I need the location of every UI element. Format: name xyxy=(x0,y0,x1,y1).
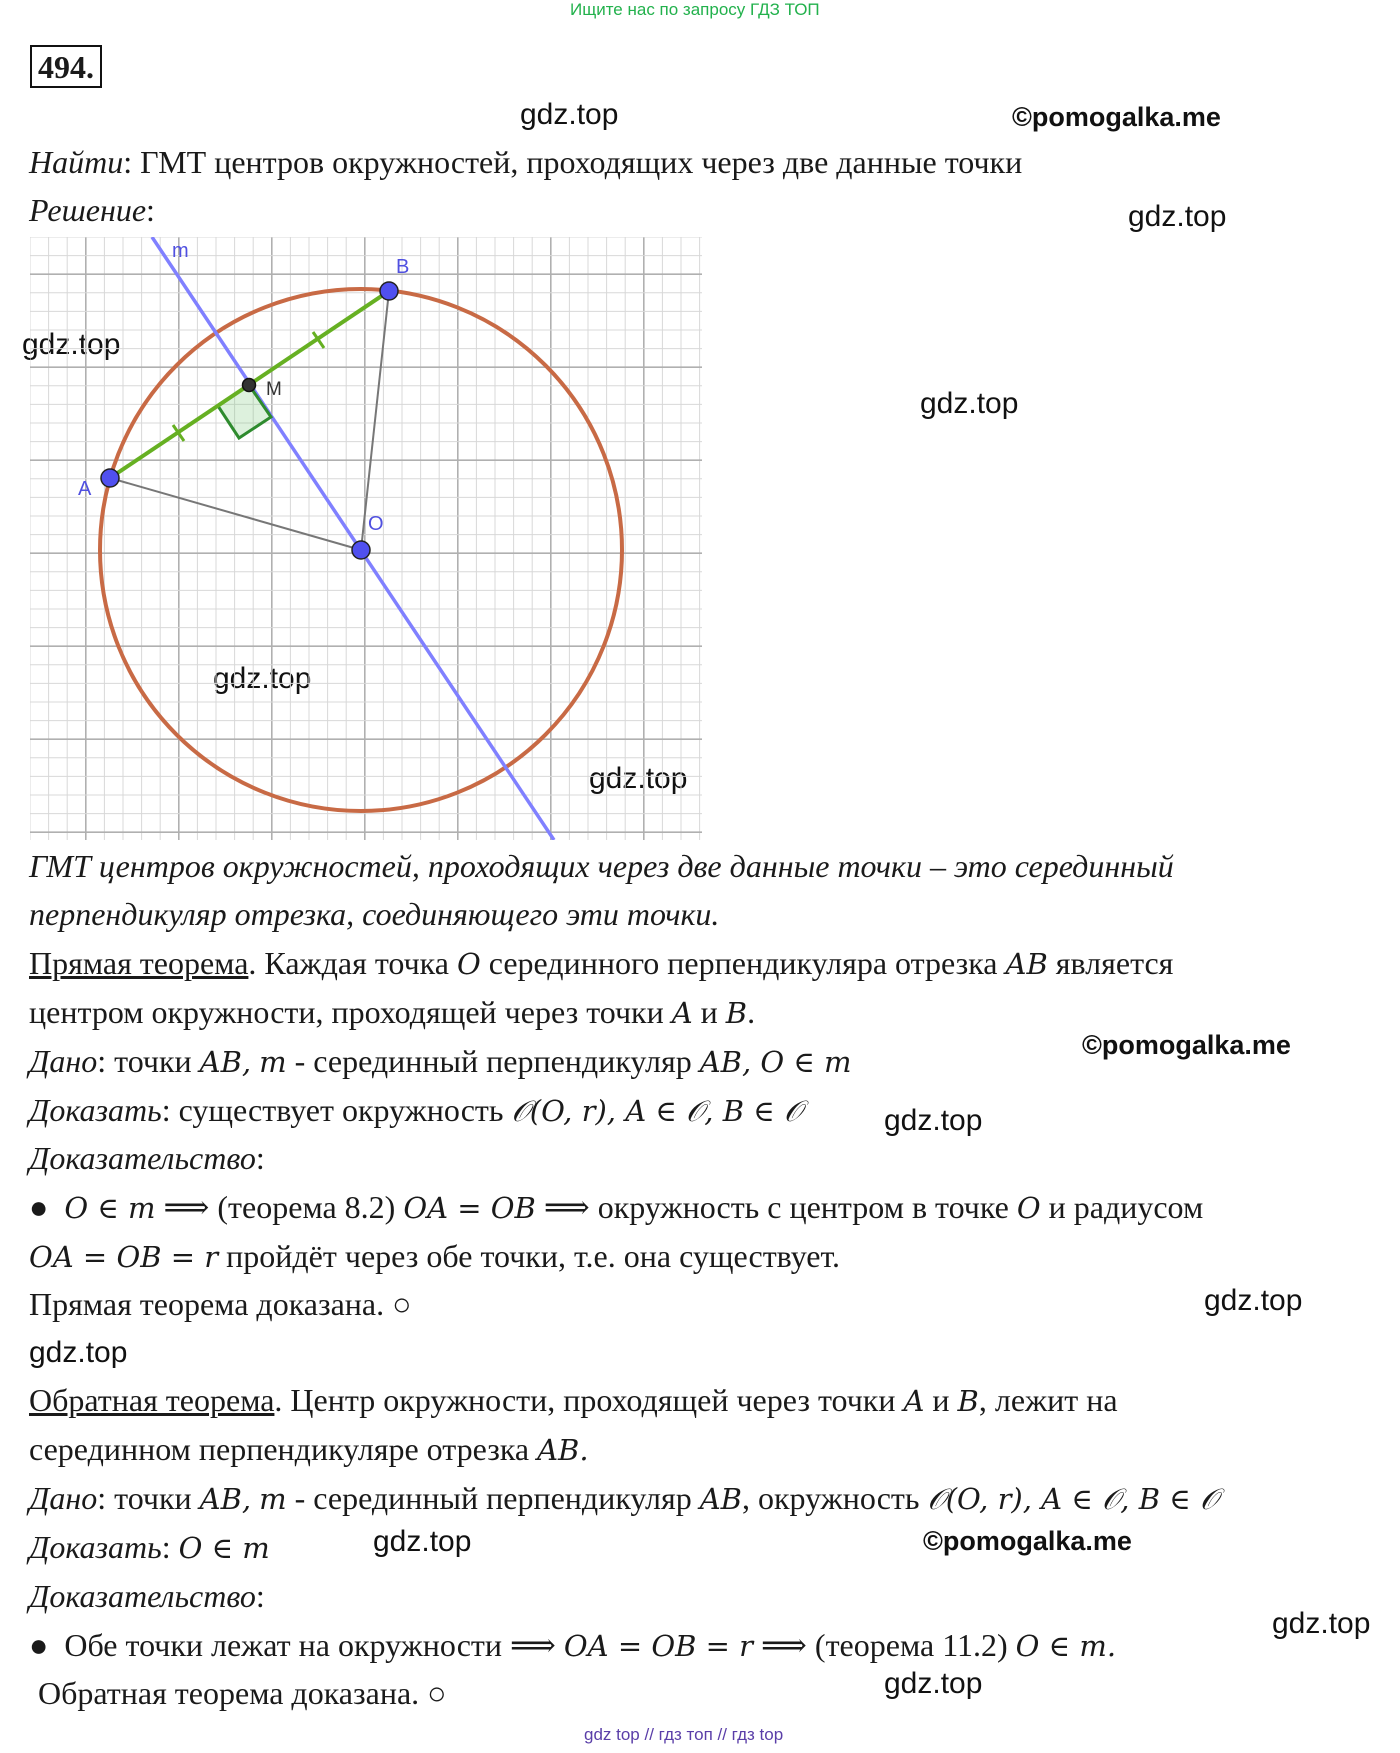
watermark-gdz: gdz.top xyxy=(1128,200,1227,233)
top-banner: Ищите нас по запросу ГДЗ ТОП xyxy=(570,0,820,19)
proof-label: Доказательство xyxy=(29,1140,256,1176)
direct-proof-label-line: Доказательство: xyxy=(29,1140,265,1176)
label-o: O xyxy=(368,513,384,535)
geometry-figure xyxy=(30,237,702,840)
watermark-gdz: gdz.top xyxy=(373,1525,472,1558)
given-label: Дано xyxy=(29,1043,98,1079)
watermark-gdz: gdz.top xyxy=(884,1104,983,1137)
watermark-gdz: gdz.top xyxy=(22,328,121,361)
label-b: B xyxy=(396,256,410,278)
grid xyxy=(30,237,702,840)
direct-given: Дано: точки AB, m - серединный перпендикуляр AB, O ∈ m xyxy=(29,1043,852,1079)
prove-label: Доказать xyxy=(29,1529,162,1565)
solution-label: Решение xyxy=(29,192,147,228)
watermark-gdz: gdz.top xyxy=(1204,1284,1303,1317)
direct-theorem-line-1: Прямая теорема. Каждая точка O серединного перпендикуляра отрезка AB является xyxy=(29,945,1174,981)
direct-theorem-title: Прямая теорема xyxy=(29,945,249,981)
direct-prove: Доказать: существует окружность 𝒪(O, r), A ∈ 𝒪, B ∈ 𝒪 xyxy=(29,1092,803,1128)
watermark-gdz: gdz.top xyxy=(920,387,1019,420)
converse-given: Дано: точки AB, m - серединный перпендикуляр AB, окружность 𝒪(O, r), A ∈ 𝒪, B ∈ 𝒪 xyxy=(29,1480,1219,1516)
watermark-pomogalka: ©pomogalka.me xyxy=(923,1526,1132,1556)
watermark-gdz: gdz.top xyxy=(520,98,619,131)
watermark-pomogalka: ©pomogalka.me xyxy=(1082,1030,1291,1060)
task-line xyxy=(29,142,1022,182)
solution-line: Решение: xyxy=(29,192,155,228)
label-a: A xyxy=(78,478,92,500)
point-o xyxy=(352,541,370,559)
watermark-gdz: gdz.top xyxy=(589,762,688,795)
footer-links: gdz top // гдз топ // гдз top xyxy=(584,1725,784,1744)
task-text: : ГМТ центров окружностей, проходящих через две данные точки xyxy=(123,144,1023,180)
task-label: Найти xyxy=(29,144,124,180)
converse-proved: Обратная теорема доказана. ○ xyxy=(38,1675,447,1711)
conclusion-line-2: перпендикуляр отрезка, соединяющего эти точки. xyxy=(29,896,720,932)
label-m-line: m xyxy=(172,240,189,262)
watermark-gdz: gdz.top xyxy=(213,662,312,695)
point-m xyxy=(243,379,256,392)
direct-proof-line-1: ● O ∈ m ⟹ (теорема 8.2) OA = OB ⟹ окружность с центром в точке O и радиусом xyxy=(29,1189,1204,1225)
point-b xyxy=(380,282,398,300)
label-m-point: M xyxy=(266,379,282,400)
direct-theorem-line-2: центром окружности, проходящей через точки A и B. xyxy=(29,994,756,1030)
point-a xyxy=(101,469,119,487)
converse-proof-line-1: ● Обе точки лежат на окружности ⟹ OA = OB = r ⟹ (теорема 11.2) O ∈ m. xyxy=(29,1627,1117,1663)
proof-label: Доказательство xyxy=(29,1578,256,1614)
watermark-gdz: gdz.top xyxy=(1272,1607,1371,1640)
conclusion-line-1: ГМТ центров окружностей, проходящих через две данные точки – это серединный xyxy=(29,848,1174,884)
converse-theorem-title: Обратная теорема xyxy=(29,1382,275,1418)
prove-label: Доказать xyxy=(29,1092,162,1128)
direct-proof-line-2: OA = OB = r пройдёт через обе точки, т.е. она существует. xyxy=(29,1238,841,1274)
watermark-gdz: gdz.top xyxy=(884,1667,983,1700)
problem-number: 494. xyxy=(30,45,102,88)
segment-ao xyxy=(110,478,361,550)
converse-theorem-line-2: серединном перпендикуляре отрезка AB. xyxy=(29,1431,589,1467)
watermark-gdz: gdz.top xyxy=(29,1336,128,1369)
watermark-pomogalka: ©pomogalka.me xyxy=(1012,102,1221,132)
direct-proved: Прямая теорема доказана. ○ xyxy=(29,1286,412,1322)
converse-theorem-line-1: Обратная теорема. Центр окружности, проходящей через точки A и B, лежит на xyxy=(29,1382,1118,1418)
right-angle-marker xyxy=(218,385,271,438)
given-label: Дано xyxy=(29,1480,98,1516)
converse-prove: Доказать: O ∈ m xyxy=(29,1529,270,1565)
converse-proof-label-line: Доказательство: xyxy=(29,1578,265,1614)
